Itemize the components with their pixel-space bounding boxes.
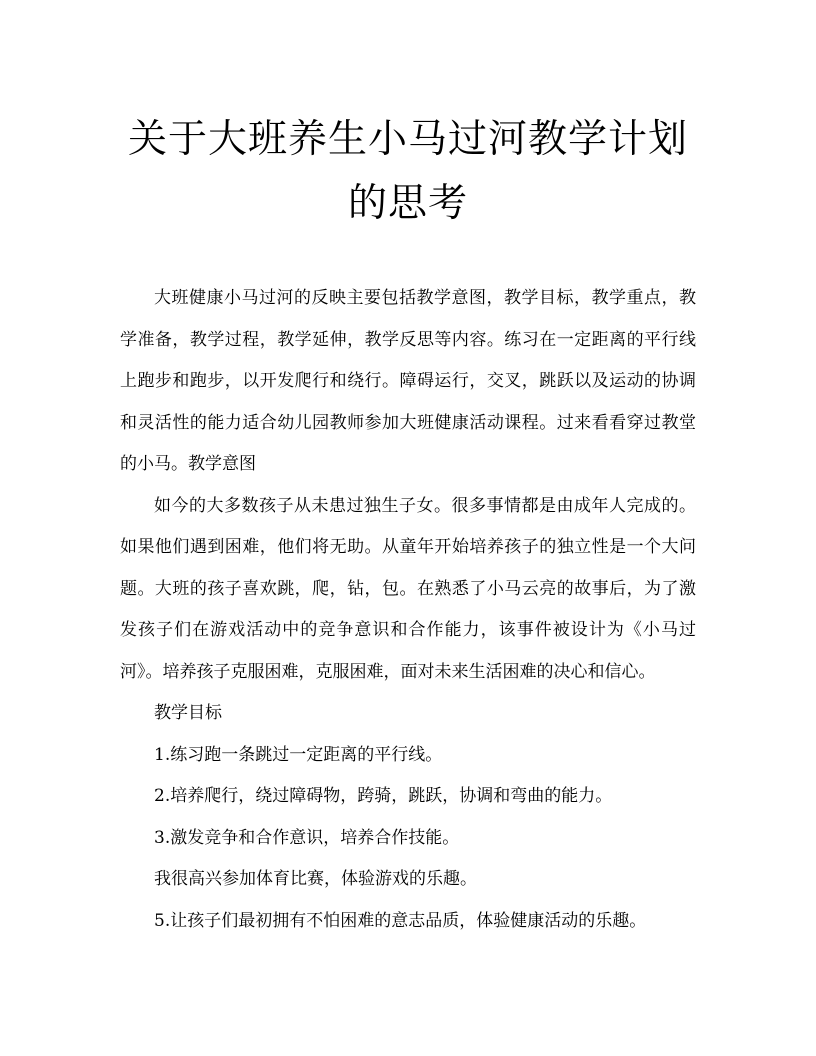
- goal-item: 3.激发竞争和合作意识，培养合作技能。: [154, 827, 460, 848]
- document-title: 关于大班养生小马过河教学计划的思考: [127, 117, 688, 226]
- section-heading-teaching-goals: 教学目标: [154, 703, 222, 723]
- paragraph-intro: 大班健康小马过河的反映主要包括教学意图，教学目标，教学重点，教学准备，教学过程，教学延伸，教学反思等内容。练习在一定距离的平行线上跑步和跑步，以开发爬行和绕行。障碍运行，交叉，跳跃以及运动的协调和灵活性的能力适合幼儿园教师参加大班健康活动课程。过来看看穿过教堂的小马。教学意图: [120, 288, 696, 474]
- paragraph-teaching-intent: 如今的大多数孩子从未患过独生子女。很多事情都是由成年人完成的。如果他们遇到困难，他们将无助。从童年开始培养孩子的独立性是一个大问题。大班的孩子喜欢跳，爬，钻，包。在熟悉了小马云亮的故事后，为了激发孩子们在游戏活动中的竞争意识和合作能力，该事件被设计为《小马过河》。培养孩子克服困难，克服困难，面对未来生活困难的决心和信心。: [120, 495, 696, 682]
- goal-item: 1.练习跑一条跳过一定距离的平行线。: [154, 744, 443, 765]
- goal-item: 2.培养爬行，绕过障碍物，跨骑，跳跃，协调和弯曲的能力。: [154, 786, 613, 806]
- goal-item: 我很高兴参加体育比赛，体验游戏的乐趣。: [154, 869, 477, 889]
- goal-item: 5.让孩子们最初拥有不怕困难的意志品质，体验健康活动的乐趣。: [154, 910, 647, 931]
- document-body: [120, 278, 696, 942]
